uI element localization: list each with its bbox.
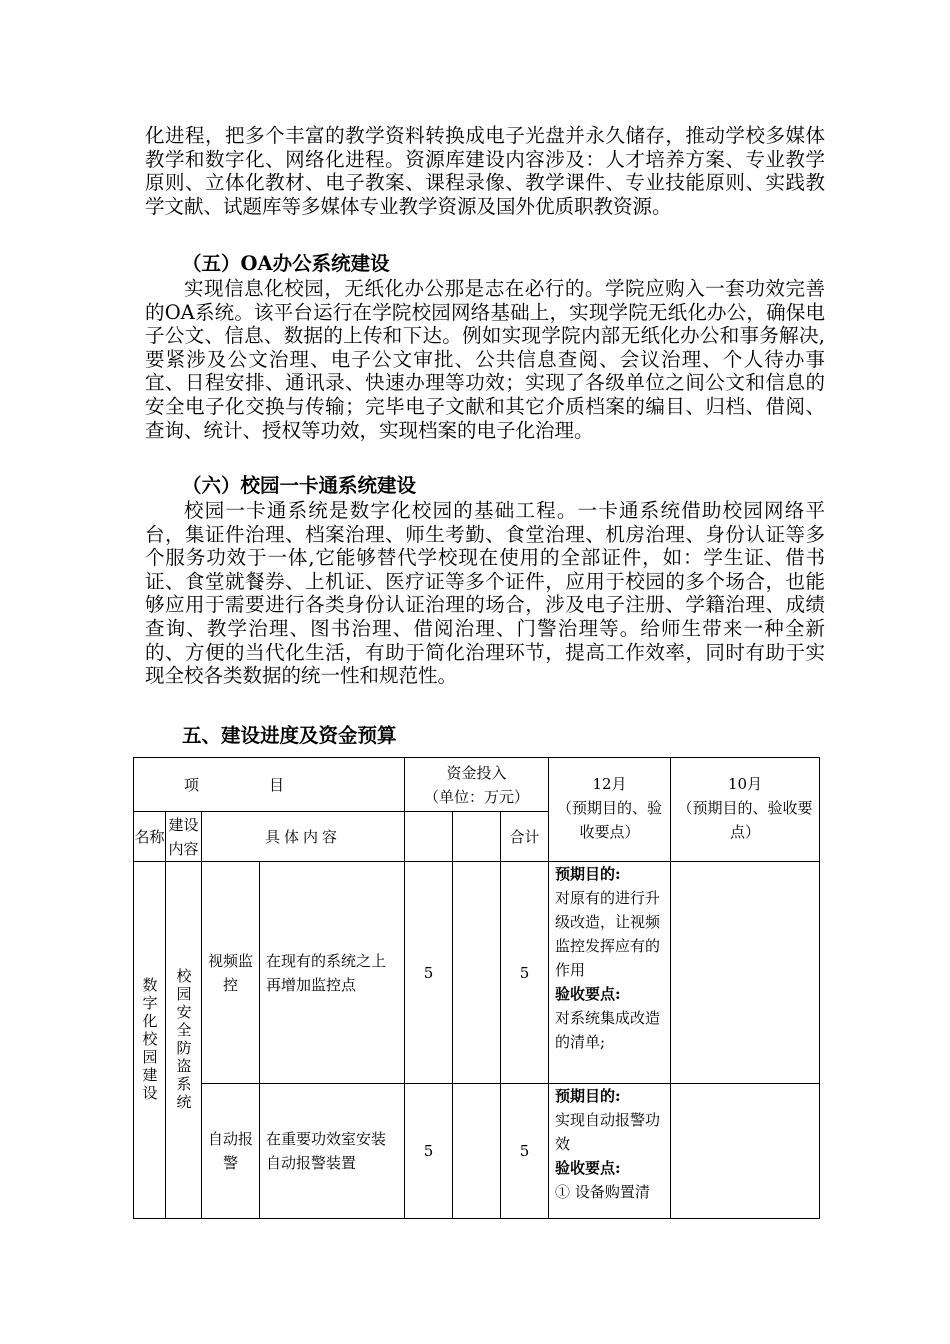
subsystem-cell	[166, 862, 202, 1219]
item-october-plan	[671, 862, 820, 1084]
item-total: 5	[501, 862, 549, 1084]
item-name: 视频监控	[202, 862, 260, 1084]
header-december	[549, 758, 671, 862]
check-label: 验收要点:	[555, 985, 621, 1003]
paragraph-resource-library	[145, 124, 825, 218]
header-name: 名称	[134, 812, 166, 862]
header-funding-blank-1	[405, 812, 453, 862]
item-detail: 在现有的系统之上再增加监控点	[260, 862, 405, 1084]
item-december-plan	[549, 862, 671, 1084]
goal-text: 实现自动报警功效	[555, 1111, 661, 1153]
category-text: 数字化校园建设	[140, 977, 159, 1103]
header-funding-blank-2	[453, 812, 501, 862]
header-detail: 具体内容	[202, 812, 405, 862]
heading-oa-system: （五）OA办公系统建设	[182, 252, 390, 275]
item-amount: 5	[405, 862, 453, 1084]
item-amount-blank	[453, 862, 501, 1084]
paragraph-campus-card	[145, 499, 825, 688]
item-december-plan	[549, 1084, 671, 1219]
item-october-plan	[671, 1084, 820, 1219]
paragraph-oa-system	[145, 277, 825, 442]
check-text: 对系统集成改造的清单;	[555, 1009, 661, 1051]
header-total: 合计	[501, 812, 549, 862]
budget-table	[133, 757, 820, 1219]
header-funding	[405, 758, 549, 812]
check-label: 验收要点:	[555, 1159, 621, 1177]
item-amount: 5	[405, 1084, 453, 1219]
header-funding-line1: 资金投入	[446, 763, 507, 782]
header-content-type: 建设内容	[166, 812, 202, 862]
heading-progress-budget: 五、建设进度及资金预算	[182, 724, 397, 747]
header-december-note: （预期目的、验收要点）	[557, 799, 663, 841]
header-project: 项目	[134, 758, 405, 812]
item-total: 5	[501, 1084, 549, 1219]
header-december-month: 12月	[592, 775, 627, 793]
header-october-note: （预期目的、验收要点）	[677, 799, 813, 841]
paragraph-text: 实现信息化校园，无纸化办公那是志在必行的。学院应购入一套功效完善的OA系统。该平台运行在学院校园网络基础上，实现学院无纸化办公，确保电子公文、信息、数据的上传和下达。例如实现学院内部无纸化办公和事务解决,要紧涉及公文治理、电子公文审批、公共信息查阅、会议治理、个人待办事宜、日程安排、通讯录、快速办理等功效；实现了各级单位之间公文和信息的安全电子化交换与传输；完毕电子文献和其它介质档案的编目、归档、借阅、查询、统计、授权等功效，实现档案的电子化治理。	[145, 277, 825, 442]
header-october	[671, 758, 820, 862]
goal-label: 预期目的:	[555, 1087, 621, 1105]
item-amount-blank	[453, 1084, 501, 1219]
table-row	[134, 1084, 820, 1219]
goal-label: 预期目的:	[555, 865, 621, 883]
header-october-month: 10月	[728, 775, 763, 793]
header-funding-line2: （单位：万元）	[424, 787, 530, 806]
table-header-row	[134, 758, 820, 812]
subsystem-text: 校园安全防盗系统	[174, 968, 193, 1112]
table-row	[134, 862, 820, 1084]
item-detail: 在重要功效室安装自动报警装置	[260, 1084, 405, 1219]
heading-campus-card: （六）校园一卡通系统建设	[182, 474, 417, 497]
paragraph-text: 化进程，把多个丰富的教学资料转换成电子光盘并永久储存，推动学校多媒体教学和数字化、网络化进程。资源库建设内容涉及：人才培养方案、专业教学原则、立体化教材、电子教案、课程录像、教学课件、专业技能原则、实践教学文献、试题库等多媒体专业教学资源及国外优质职教资源。	[145, 124, 825, 218]
goal-text: 对原有的进行升级改造，让视频监控发挥应有的作用	[555, 889, 661, 979]
check-text: ① 设备购置清	[555, 1183, 650, 1201]
category-cell	[134, 862, 166, 1219]
item-name: 自动报警	[202, 1084, 260, 1219]
paragraph-text: 校园一卡通系统是数字化校园的基础工程。一卡通系统借助校园网络平台，集证件治理、档案治理、师生考勤、食堂治理、机房治理、身份认证等多个服务功效于一体,它能够替代学校现在使用的全部证件，如：学生证、借书证、食堂就餐券、上机证、医疗证等多个证件，应用于校园的多个场合，也能够应用于需要进行各类身份认证治理的场合，涉及电子注册、学籍治理、成绩查询、教学治理、图书治理、借阅治理、门警治理等。给师生带来一种全新的、方便的当代化生活，有助于简化治理环节，提高工作效率，同时有助于实现全校各类数据的统一性和规范性。	[145, 499, 825, 688]
